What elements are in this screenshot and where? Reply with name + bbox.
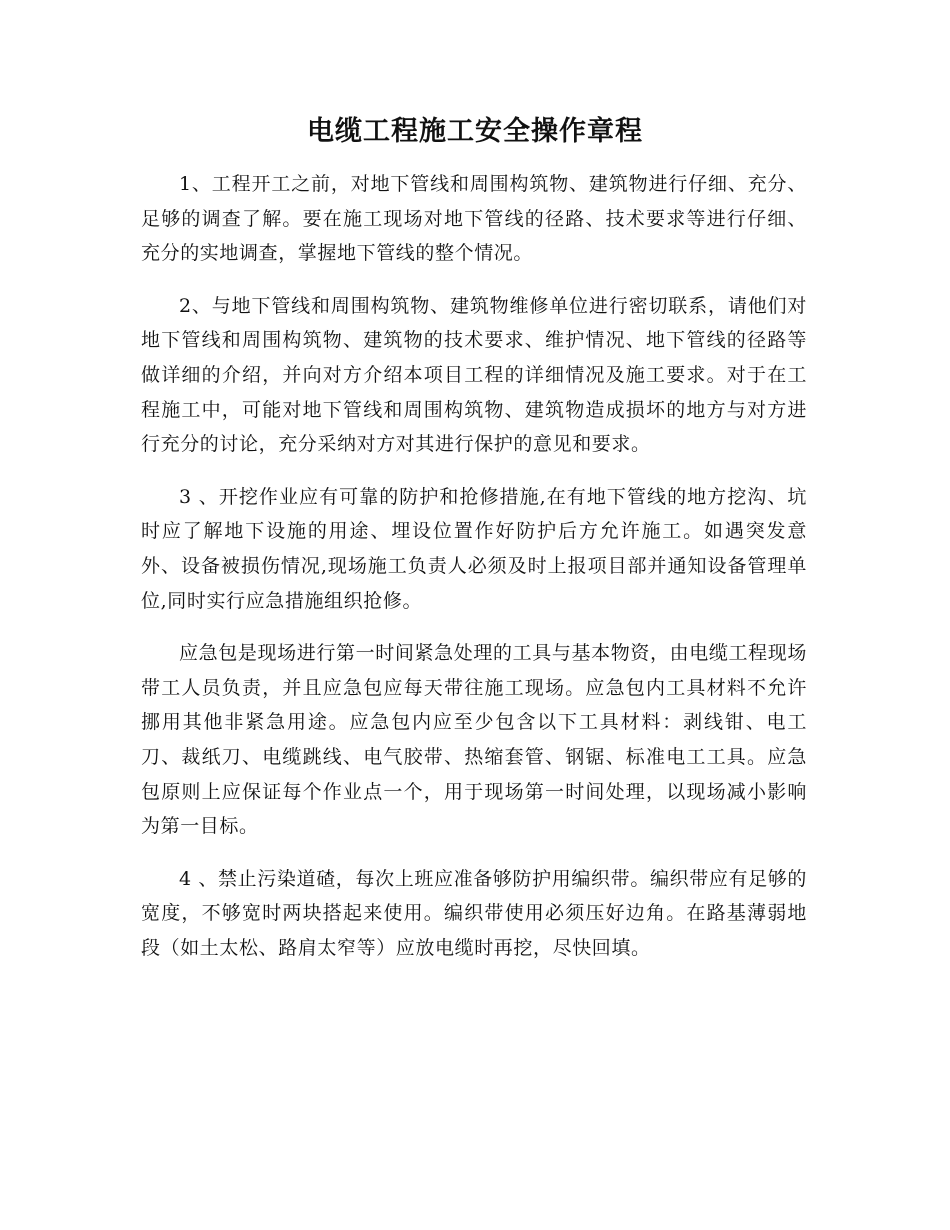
paragraph-3: 3 、开挖作业应有可靠的防护和抢修措施,在有地下管线的地方挖沟、坑时应了解地下设施的用途、埋设位置作好防护后方允许施工。如遇突发意外、设备被损伤情况,现场施工负责人必须及时上报项目部并通知设备管理单位,同时实行应急措施组织抢修。	[141, 485, 807, 612]
document-title: 电缆工程施工安全操作章程	[307, 116, 643, 147]
document-body	[141, 167, 807, 983]
paragraph-4: 4 、禁止污染道碴，每次上班应准备够防护用编织带。编织带应有足够的宽度，不够宽时两块搭起来使用。编织带使用必须压好边角。在路基薄弱地段（如土太松、路肩太窄等）应放电缆时再挖，尽快回填。	[141, 867, 807, 959]
paragraph-2: 2、与地下管线和周围构筑物、建筑物维修单位进行密切联系，请他们对地下管线和周围构筑物、建筑物的技术要求、维护情况、地下管线的径路等做详细的介绍，并向对方介绍本项目工程的详细情况及施工要求。对于在工程施工中，可能对地下管线和周围构筑物、建筑物造成损坏的地方与对方进行充分的讨论，充分采纳对方对其进行保护的意见和要求。	[141, 294, 807, 456]
paragraph-emergency-kit: 应急包是现场进行第一时间紧急处理的工具与基本物资，由电缆工程现场带工人员负责，并且应急包应每天带往施工现场。应急包内工具材料不允许挪用其他非紧急用途。应急包内应至少包含以下工具材料：剥线钳、电工刀、裁纸刀、电缆跳线、电气胶带、热缩套管、钢锯、标准电工工具。应急包原则上应保证每个作业点一个，用于现场第一时间处理，以现场减小影响为第一目标。	[141, 642, 807, 838]
paragraph-1: 1、工程开工之前，对地下管线和周围构筑物、建筑物进行仔细、充分、足够的调查了解。要在施工现场对地下管线的径路、技术要求等进行仔细、充分的实地调查，掌握地下管线的整个情况。	[141, 173, 807, 265]
